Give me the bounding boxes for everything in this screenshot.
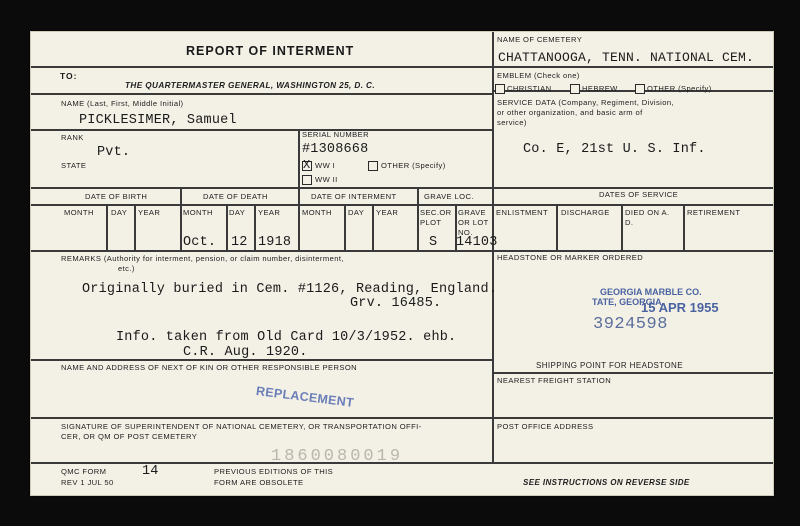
rule-line [106,204,108,250]
qmc-form-number: 14 [142,464,159,479]
to-label: TO: [60,71,78,81]
birth-day-label: DAY [111,208,128,217]
rule-line [31,417,773,419]
name-label: NAME (Last, First, Middle Initial) [61,99,184,108]
ww2-checkbox[interactable] [302,175,312,185]
service-data-label: SERVICE DATA (Company, Regiment, Division, [497,98,675,107]
service-data-value: Co. E, 21st U. S. Inf. [523,142,706,157]
rule-line [683,204,685,250]
replacement-stamp: REPLACEMENT [255,384,355,410]
rule-line [298,187,300,250]
hebrew-checkbox[interactable] [570,84,580,94]
date-of-death-label: DATE OF DEATH [203,192,268,201]
freight-station-label: NEAREST FREIGHT STATION [497,376,612,385]
other-war-checkbox[interactable] [368,161,378,171]
serial-number-value: #1308668 [302,142,369,157]
stamp-location: TATE, GEORGIA [592,297,662,307]
name-value: PICKLESIMER, Samuel [79,113,237,128]
service-data-label: service) [497,118,527,127]
other-war-label: OTHER (Specify) [381,161,446,170]
post-office-label: POST OFFICE ADDRESS [497,422,594,431]
see-instructions-note: SEE INSTRUCTIONS ON REVERSE SIDE [523,478,690,487]
stamp-company: GEORGIA MARBLE CO. [600,287,702,297]
interment-month-label: MONTH [302,208,332,217]
dates-of-service-label: DATES OF SERVICE [599,190,679,199]
grave-lot-value: 14103 [456,235,498,250]
stamp-date: 15 APR 1955 [641,300,719,315]
rule-line [31,187,773,189]
shipping-point-label: SHIPPING POINT FOR HEADSTONE [536,361,683,370]
rule-line [31,129,494,131]
death-year-label: YEAR [258,208,281,217]
rule-line [134,204,136,250]
rule-line [31,66,773,68]
retirement-label: RETIREMENT [687,208,741,217]
christian-checkbox[interactable] [495,84,505,94]
death-month-label: MONTH [183,208,213,217]
discharge-label: DISCHARGE [561,208,610,217]
remarks-label: etc.) [118,264,135,273]
ww2-label: WW II [315,175,338,184]
rule-line [494,372,773,374]
serial-number-label: SERIAL NUMBER [302,130,369,139]
death-month-value: Oct. [183,235,217,250]
grave-loc-label: GRAVE LOC. [424,192,474,201]
ww1-check-mark: X [303,158,311,172]
remarks-line: Originally buried in Cem. #1126, Reading, England. [82,282,498,297]
death-day-label: DAY [229,208,246,217]
rank-value: Pvt. [97,145,131,160]
rule-line [31,204,773,206]
revision-label: REV 1 JUL 50 [61,478,114,487]
rule-line [180,187,182,250]
remarks-label: REMARKS (Authority for interment, pension, or claim number, disinterment, [61,254,344,263]
grave-lot-label: GRAVE [458,208,487,217]
death-day-value: 12 [231,235,248,250]
died-on-label: DIED ON A. [625,208,670,217]
rule-line [31,250,773,252]
qmc-form-label: QMC FORM [61,467,107,476]
service-data-label: or other organization, and basic arm of [497,108,643,117]
to-value: THE QUARTERMASTER GENERAL, WASHINGTON 25, D. C. [125,81,376,90]
rule-line [621,204,623,250]
sec-plot-value: S [429,235,438,250]
christian-label: CHRISTIAN [507,84,552,93]
date-of-interment-label: DATE OF INTERMENT [311,192,397,201]
rule-line [556,204,558,250]
remarks-line: Info. taken from Old Card 10/3/1952. ehb. [116,330,457,345]
faint-serial-number: 1860080019 [271,447,404,466]
next-of-kin-label: NAME AND ADDRESS OF NEXT OF KIN OR OTHER RESPONSIBLE PERSON [61,363,358,372]
date-of-birth-label: DATE OF BIRTH [85,192,148,201]
signature-label: SIGNATURE OF SUPERINTENDENT OF NATIONAL CEMETERY, OR TRANSPORTATION OFFI- [61,422,422,431]
state-label: STATE [61,161,87,170]
sec-plot-label: PLOT [420,218,442,227]
remarks-line: Grv. 16485. [350,296,442,311]
sec-plot-label: SEC.OR [420,208,452,217]
previous-editions-note: FORM ARE OBSOLETE [214,478,304,487]
emblem-label: EMBLEM (Check one) [497,71,580,80]
hebrew-label: HEBREW [582,84,618,93]
birth-year-label: YEAR [138,208,161,217]
cemetery-name-label: NAME OF CEMETERY [497,35,583,44]
other-emblem-label: OTHER (Specify) [647,84,712,93]
headstone-label: HEADSTONE OR MARKER ORDERED [497,253,644,262]
form-title: REPORT OF INTERMENT [186,44,355,58]
rule-line [31,93,494,95]
rank-label: RANK [61,133,84,142]
interment-year-label: YEAR [376,208,399,217]
grave-lot-label: OR LOT [458,218,489,227]
signature-label: CER, OR QM OF POST CEMETERY [61,432,198,441]
rule-line [344,204,346,250]
rule-line [226,204,228,250]
stamp-number: 3924598 [593,315,668,334]
died-on-label: D. [625,218,634,227]
rule-line [254,204,256,250]
interment-card [30,31,774,496]
remarks-line: C.R. Aug. 1920. [183,345,308,360]
cemetery-name-value: CHATTANOOGA, TENN. NATIONAL CEM. [498,50,755,65]
previous-editions-note: PREVIOUS EDITIONS OF THIS [214,467,334,476]
interment-day-label: DAY [348,208,365,217]
ww1-label: WW I [315,161,336,170]
birth-month-label: MONTH [64,208,94,217]
rule-line [298,129,300,187]
rule-line [417,187,419,250]
other-emblem-checkbox[interactable] [635,84,645,94]
grave-lot-label: NO. [458,228,473,237]
enlistment-label: ENLISTMENT [496,208,549,217]
rule-line [372,204,374,250]
death-year-value: 1918 [258,235,292,250]
